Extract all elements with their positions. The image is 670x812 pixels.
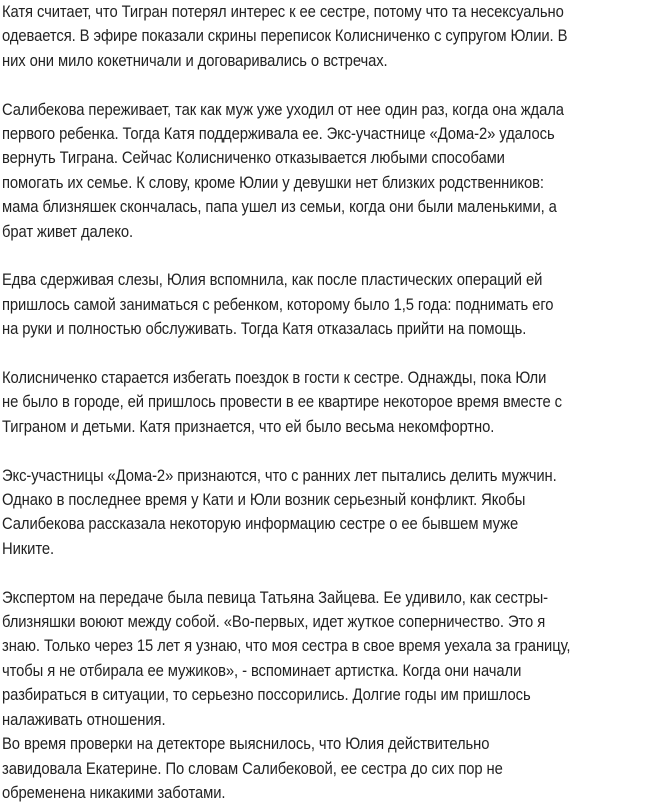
paragraph-5 (2, 464, 670, 562)
text-line: Никите. (2, 538, 55, 558)
text-line: на руки и полностью обслуживать. Тогда Катя отказалась прийти на помощь. (2, 319, 527, 339)
text-line: Салибекова рассказала некоторую информацию сестре о ее бывшем муже (2, 514, 519, 534)
text-line: них они мило кокетничали и договаривались о встречах. (2, 50, 388, 70)
text-line: Экс-участницы «Дома-2» признаются, что с ранних лет пытались делить мужчин. (2, 465, 557, 485)
text-line: первого ребенка. Тогда Катя поддерживала ее. Экс-участнице «Дома-2» удалось (2, 124, 555, 144)
text-line: завидовала Екатерине. По словам Салибековой, ее сестра до сих пор не (2, 758, 503, 778)
text-line: Во время проверки на детекторе выяснилось, что Юлия действительно (2, 734, 490, 754)
paragraph-6 (2, 586, 670, 732)
text-line: пришлось самой заниматься с ребенком, которому было 1,5 года: поднимать его (2, 294, 554, 314)
paragraph-3 (2, 268, 670, 341)
text-line: разбираться в ситуации, то серьезно поссорились. Долгие годы им пришлось (2, 685, 531, 705)
text-line: вернуть Тиграна. Сейчас Колисниченко отказывается любыми способами (2, 148, 505, 168)
text-line: знаю. Только через 15 лет я узнаю, что моя сестра в свое время уехала за границу, (2, 636, 571, 656)
text-line: чтобы я не отбирала ее мужиков», - вспоминает артистка. Когда они начали (2, 660, 522, 680)
text-line: налаживать отношения. (2, 709, 166, 729)
text-line: Едва сдерживая слезы, Юлия вспомнила, как после пластических операций ей (2, 270, 543, 290)
text-line: брат живет далеко. (2, 221, 134, 241)
paragraph-1 (2, 0, 670, 73)
text-line: Тиграном и детьми. Катя признается, что ей было весьма некомфортно. (2, 416, 495, 436)
article-body (2, 0, 670, 805)
text-line: не было в городе, ей пришлось провести в ее квартире некоторое время вместе с (2, 392, 562, 412)
paragraph-2 (2, 98, 670, 244)
text-line: одевается. В эфире показали скрины переписок Колисниченко с супругом Юлии. В (2, 26, 568, 46)
text-line: обременена никакими заботами. (2, 782, 226, 802)
paragraph-7 (2, 732, 670, 805)
text-line: близняшки воюют между собой. «Во-первых, идет жуткое соперничество. Это я (2, 612, 546, 632)
text-line: мама близняшек скончалась, папа ушел из семьи, когда они были маленькими, а (2, 197, 557, 217)
text-line: Катя считает, что Тигран потерял интерес к ее сестре, потому что та несексуально (2, 2, 564, 21)
text-line: Салибекова переживает, так как муж уже уходил от нее один раз, когда она ждала (2, 99, 564, 119)
text-line: Колисниченко старается избегать поездок в гости к сестре. Однажды, пока Юли (2, 368, 547, 388)
paragraph-4 (2, 366, 670, 439)
text-line: помогать их семье. К слову, кроме Юлии у девушки нет близких родственников: (2, 172, 544, 192)
text-line: Экспертом на передаче была певица Татьяна Зайцева. Ее удивило, как сестры- (2, 587, 549, 607)
text-line: Однако в последнее время у Кати и Юли возник серьезный конфликт. Якобы (2, 490, 526, 510)
